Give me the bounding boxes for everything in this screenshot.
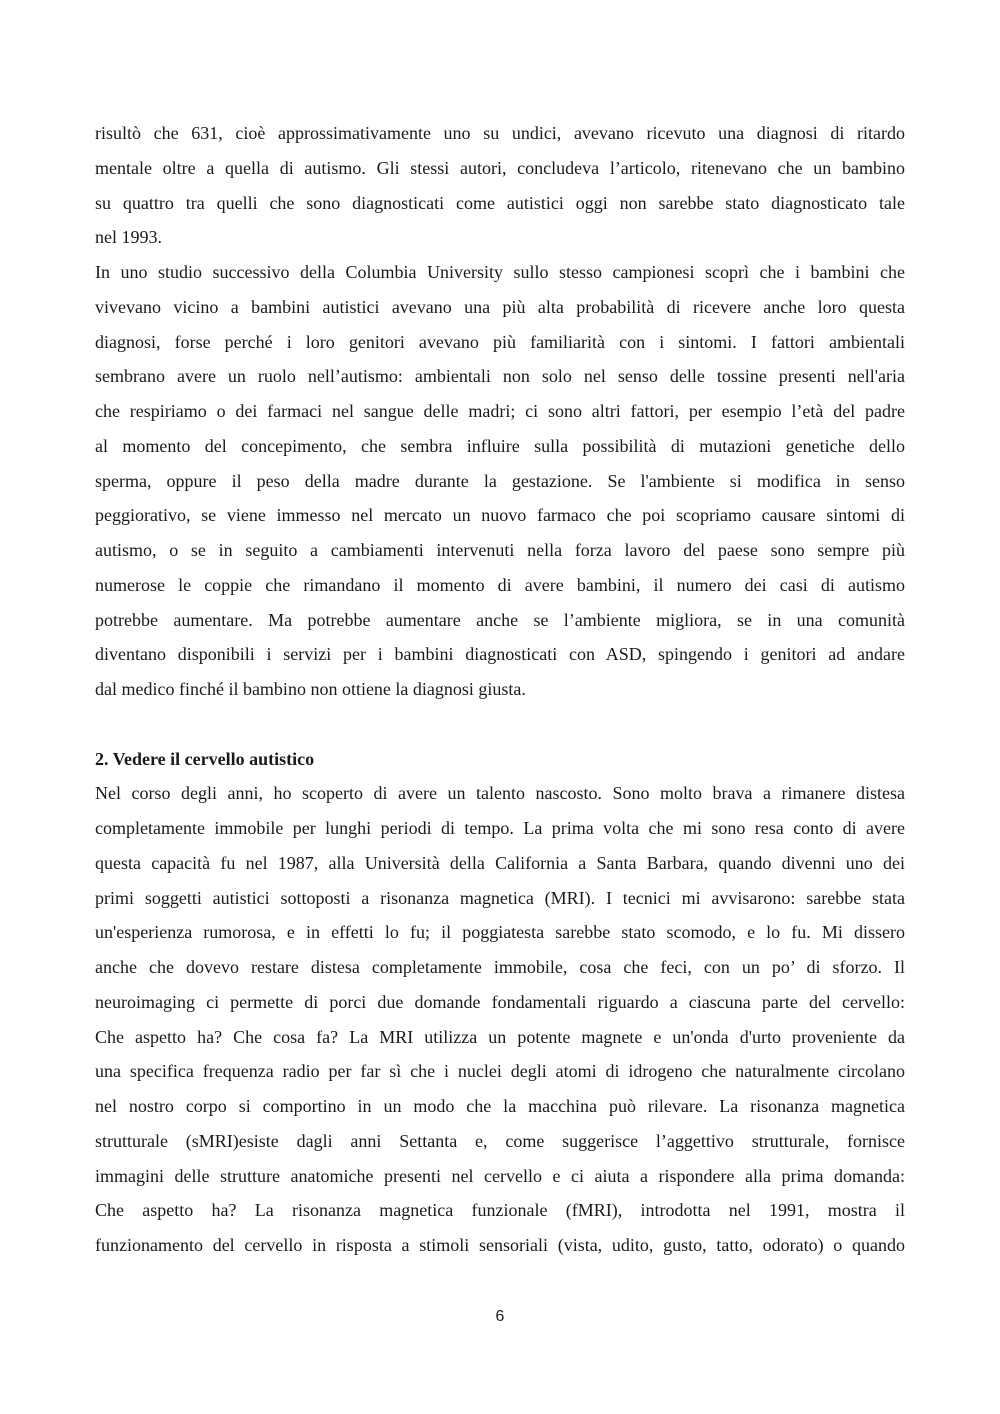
text-line: risultò che 631, cioè approssimativamente uno su undici, avevano ricevuto una diagnosi di ritardo [95,123,905,143]
text-line: peggiorativo, se viene immesso nel mercato un nuovo farmaco che poi scopriamo causare sintomi di [95,505,905,526]
text-line: dal medico finché il bambino non ottiene la diagnosi giusta. [95,679,526,699]
text-line: che respiriamo o dei farmaci nel sangue delle madri; ci sono altri fattori, per esempio l’età del padre [95,401,905,421]
paragraph-spacer [95,707,905,742]
text-line: In uno studio successivo della Columbia University sullo stesso campionesi scoprì che i bambini che [95,262,905,282]
text-line: funzionamento del cervello in risposta a stimoli sensoriali (vista, udito, gusto, tatto, odorato) o quando [95,1235,905,1255]
text-line: diventano disponibili i servizi per i bambini diagnosticati con ASD, spingendo i genitori ad andare [95,644,905,665]
paragraph [95,776,905,1263]
text-line: strutturale (sMRI)esiste dagli anni Settanta e, come suggerisce l’aggettivo strutturale, fornisce [95,1130,905,1151]
text-line: Nel corso degli anni, ho scoperto di avere un talento nascosto. Sono molto brava a rimanere distesa [95,783,905,804]
text-line: questa capacità fu nel 1987, alla Università della California a Santa Barbara, quando divenni uno dei [95,852,905,873]
text-line: un'esperienza rumorosa, e in effetti lo fu; il poggiatesta sarebbe stato scomodo, e lo fu. Mi dissero [95,922,905,943]
text-line: al momento del concepimento, che sembra influire sulla possibilità di mutazioni genetiche dello [95,435,905,456]
text-line: primi soggetti autistici sottoposti a risonanza magnetica (MRI). I tecnici mi avvisarono: sarebbe stata [95,887,905,908]
text-line: nel 1993. [95,227,162,248]
text-line: potrebbe aumentare. Ma potrebbe aumentare anche se l’ambiente migliora, se in una comunità [95,609,905,630]
text-line: sembrano avere un ruolo nell’autismo: ambientali non solo nel senso delle tossine presenti nell'aria [95,366,905,387]
text-line: anche che dovevo restare distesa completamente immobile, cosa che feci, con un po’ di sforzo. Il [95,957,905,977]
text-line: nel nostro corpo si comportino in un modo che la macchina può rilevare. La risonanza magnetica [95,1096,905,1116]
text-line: autismo, o se in seguito a cambiamenti intervenuti nella forza lavoro del paese sono sempre più [95,540,905,560]
text-line: completamente immobile per lunghi periodi di tempo. La prima volta che mi sono resa conto di avere [95,818,905,838]
text-line: vivevano vicino a bambini autistici avevano una più alta probabilità di ricevere anche loro questa [95,296,905,317]
text-line: neuroimaging ci permette di porci due domande fondamentali riguardo a ciascuna parte del cervello: [95,991,905,1012]
section-heading: 2. Vedere il cervello autistico [95,748,315,769]
text-line: Che aspetto ha? La risonanza magnetica funzionale (fMRI), introdotta nel 1991, mostra il [95,1200,905,1221]
text-line: su quattro tra quelli che sono diagnosticati come autistici oggi non sarebbe stato diagnosticato tale [95,192,905,213]
text-line: diagnosi, forse perché i loro genitori avevano più familiarità con i sintomi. I fattori ambientali [95,331,905,352]
paragraph [95,255,905,707]
text-line: Che aspetto ha? Che cosa fa? La MRI utilizza un potente magnete e un'onda d'urto proveniente da [95,1026,905,1047]
text-line: immagini delle strutture anatomiche presenti nel cervello e ci aiuta a rispondere alla prima domanda: [95,1165,905,1186]
page-body [95,116,905,1263]
text-line: sperma, oppure il peso della madre durante la gestazione. Se l'ambiente si modifica in senso [95,470,905,491]
text-line: mentale oltre a quella di autismo. Gli stessi autori, concludeva l’articolo, ritenevano che un bambino [95,157,905,178]
text-line: una specifica frequenza radio per far sì che i nuclei degli atomi di idrogeno che naturalmente circolano [95,1061,905,1082]
paragraph [95,116,905,255]
text-line: numerose le coppie che rimandano il momento di avere bambini, il numero dei casi di autismo [95,574,905,595]
page-number: 6 [495,1308,505,1325]
